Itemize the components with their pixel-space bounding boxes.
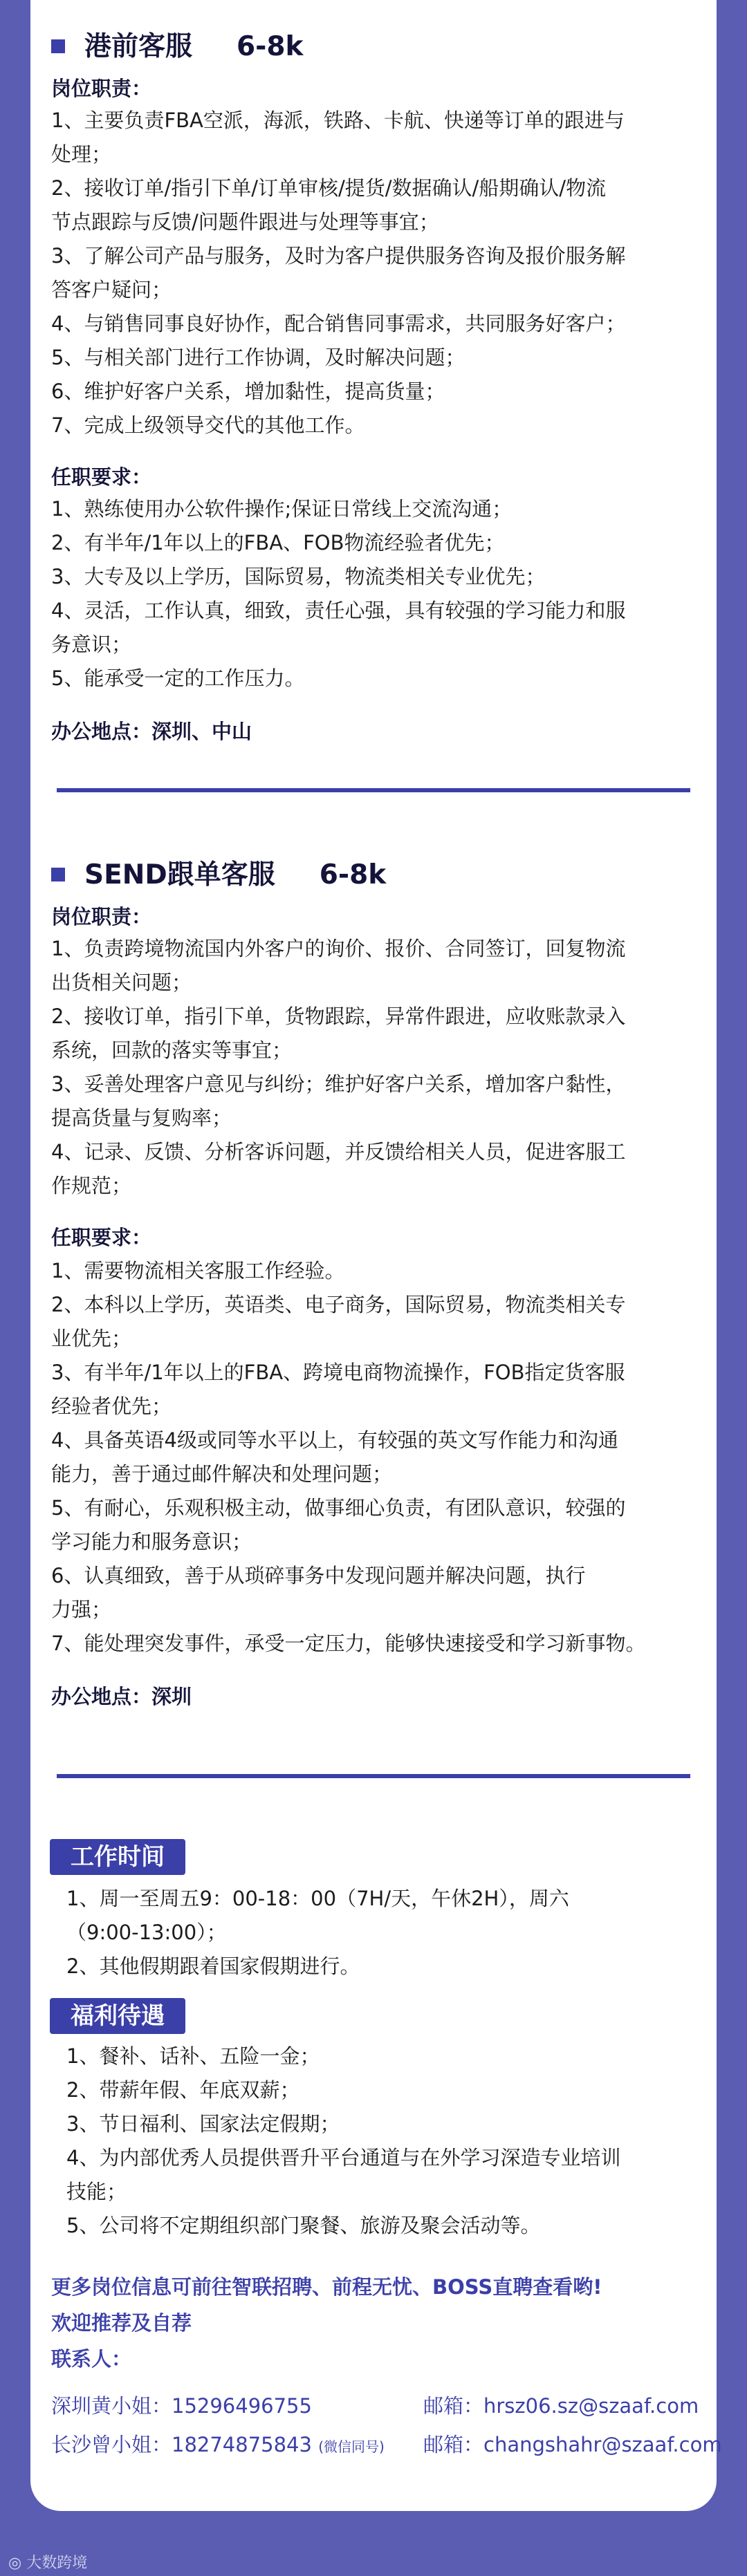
list-line: 4、记录、反馈、分析客诉问题，并反馈给相关人员，促进客服工 [51, 1140, 626, 1164]
welcome-line: 欢迎推荐及自荐 [51, 2311, 192, 2335]
bullet-square-icon [51, 868, 65, 881]
bullet-square-icon [51, 39, 65, 53]
list-line: 5、能承受一定的工作压力。 [51, 666, 305, 690]
section-divider [57, 788, 690, 792]
list-line: 6、认真细致，善于从琐碎事务中发现问题并解决问题，执行 [51, 1564, 586, 1587]
contact-name-phone: 深圳黄小姐：15296496755 [51, 2394, 312, 2418]
list-line: 1、需要物流相关客服工作经验。 [51, 1259, 345, 1282]
job-title-1 [51, 25, 303, 64]
wechat-note: (微信同号) [318, 2438, 385, 2455]
list-line: 作规范； [51, 1174, 132, 1197]
list-line: 1、熟练使用办公软件操作;保证日常线上交流沟通； [51, 497, 513, 521]
requirements-label: 任职要求： [51, 1226, 152, 1249]
job-salary: 6-8k [237, 31, 304, 62]
duties-list [51, 932, 694, 1203]
job-title-text: 港前客服 [84, 31, 193, 62]
list-line: 5、有耐心，乐观积极主动，做事细心负责，有团队意识，较强的 [51, 1496, 626, 1520]
list-line: （9:00-13:00）； [66, 1921, 227, 1944]
list-line: 业优先； [51, 1327, 132, 1350]
list-line: 3、节日福利、国家法定假期； [66, 2112, 340, 2136]
duties-label: 岗位职责： [51, 77, 152, 100]
list-line: 力强； [51, 1598, 112, 1621]
watermark [8, 2551, 87, 2573]
watermark-text: 大数跨境 [26, 2555, 88, 2572]
contact-row-changsha [51, 2429, 722, 2458]
list-line: 1、负责跨境物流国内外客户的询价、报价、合同签订，回复物流 [51, 937, 626, 960]
list-line: 学习能力和服务意识； [51, 1530, 252, 1553]
list-line: 节点跟踪与反馈/问题件跟进与处理等事宜； [51, 210, 439, 234]
office-location: 办公地点：深圳、中山 [51, 720, 252, 743]
job-salary: 6-8k [319, 859, 387, 890]
poster-card [30, 0, 722, 2511]
requirements-list [51, 492, 694, 696]
list-line: 4、为内部优秀人员提供晋升平台通道与在外学习深造专业培训 [66, 2146, 621, 2169]
work-hours-list [66, 1882, 689, 1984]
list-line: 2、带薪年假、年底双薪； [66, 2078, 300, 2102]
job-title-2 [51, 853, 386, 892]
list-line: 6、维护好客户关系，增加黏性，提高货量； [51, 380, 445, 403]
list-line: 出货相关问题； [51, 971, 192, 994]
promo-line: 更多岗位信息可前往智联招聘、前程无忧、BOSS直聘查看哟! [51, 2275, 602, 2299]
work-hours-tag: 工作时间 [50, 1839, 185, 1875]
list-line: 1、主要负责FBA空派，海派，铁路、卡航、快递等订单的跟进与 [51, 109, 625, 132]
office-location: 办公地点：深圳 [51, 1685, 192, 1708]
list-line: 能力，善于通过邮件解决和处理问题； [51, 1462, 393, 1486]
benefits-list [66, 2040, 689, 2243]
list-line: 7、完成上级领导交代的其他工作。 [51, 413, 365, 437]
list-line: 2、其他假期跟着国家假期进行。 [66, 1954, 360, 1978]
list-line: 答客户疑问； [51, 278, 172, 301]
contact-row-shenzhen [51, 2391, 699, 2419]
job-title-text: SEND跟单客服 [84, 859, 275, 890]
contact-email[interactable]: 邮箱：hrsz06.sz@szaaf.com [423, 2394, 699, 2418]
list-line: 2、本科以上学历，英语类、电子商务，国际贸易，物流类相关专 [51, 1293, 626, 1316]
list-line: 4、与销售同事良好协作，配合销售同事需求，共同服务好客户； [51, 312, 626, 335]
list-line: 4、具备英语4级或同等水平以上，有较强的英文写作能力和沟通 [51, 1428, 618, 1452]
list-line: 3、妥善处理客户意见与纠纷；维护好客户关系，增加客户黏性， [51, 1072, 626, 1096]
watermark-logo-icon: ◎ [8, 2555, 27, 2572]
list-line: 5、与相关部门进行工作协调，及时解决问题； [51, 346, 465, 369]
list-line: 2、接收订单，指引下单，货物跟踪，异常件跟进，应收账款录入 [51, 1005, 626, 1028]
contact-email[interactable]: 邮箱：changshahr@szaaf.com [423, 2433, 722, 2456]
contact-name-phone: 长沙曾小姐：18274875843 [51, 2433, 312, 2456]
list-line: 技能； [66, 2180, 127, 2203]
duties-list [51, 104, 694, 442]
list-line: 2、有半年/1年以上的FBA、FOB物流经验者优先； [51, 531, 505, 554]
list-line: 3、有半年/1年以上的FBA、跨境电商物流操作，FOB指定货客服 [51, 1361, 625, 1384]
benefits-tag: 福利待遇 [50, 1998, 185, 2034]
list-line: 系统，回款的落实等事宜； [51, 1038, 293, 1062]
list-line: 2、接收订单/指引下单/订单审核/提货/数据确认/船期确认/物流 [51, 176, 607, 200]
list-line: 1、周一至周五9：00-18：00（7H/天，午休2H），周六 [66, 1887, 569, 1910]
section-divider [57, 1774, 690, 1778]
list-line: 3、了解公司产品与服务，及时为客户提供服务咨询及报价服务解 [51, 244, 626, 268]
list-line: 1、餐补、话补、五险一金； [66, 2044, 320, 2068]
contact-label: 联系人： [51, 2347, 132, 2371]
requirements-label: 任职要求： [51, 465, 152, 489]
list-line: 3、大专及以上学历，国际贸易，物流类相关专业优先； [51, 565, 546, 588]
list-line: 处理； [51, 142, 112, 166]
duties-label: 岗位职责： [51, 905, 152, 928]
promo-text [51, 2269, 701, 2377]
list-line: 4、灵活，工作认真，细致，责任心强，具有较强的学习能力和服 [51, 599, 626, 622]
list-line: 5、公司将不定期组织部门聚餐、旅游及聚会活动等。 [66, 2214, 541, 2237]
list-line: 务意识； [51, 633, 132, 656]
requirements-list [51, 1254, 694, 1661]
list-line: 7、能处理突发事件，承受一定压力，能够快速接受和学习新事物。 [51, 1632, 646, 1655]
list-line: 经验者优先； [51, 1394, 172, 1418]
list-line: 提高货量与复购率； [51, 1106, 232, 1130]
